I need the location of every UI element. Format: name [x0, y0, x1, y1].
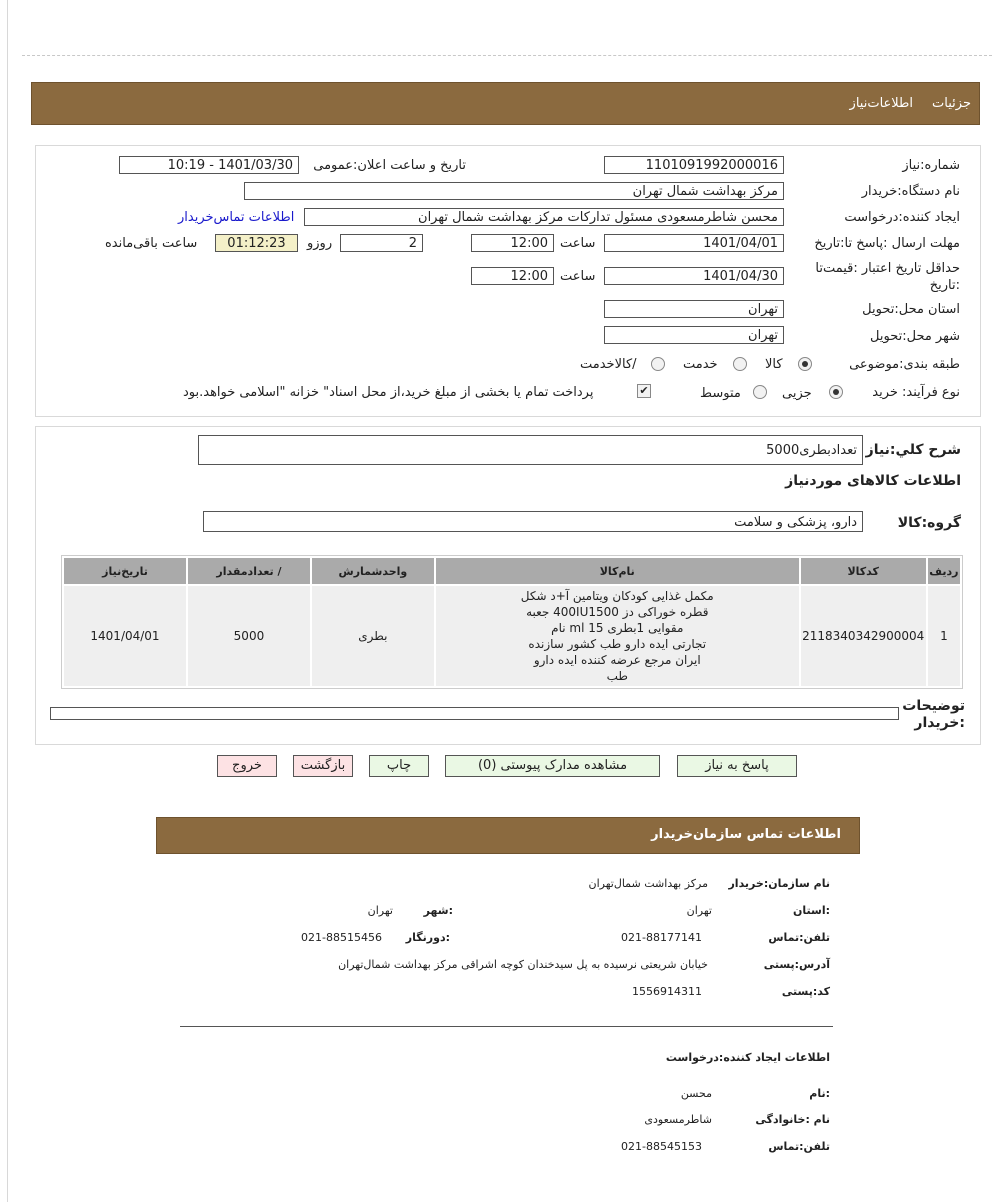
process-option-medium: متوسط [700, 386, 741, 401]
need-number-field: 1101091992000016 [604, 156, 784, 174]
category-radio-goods[interactable] [798, 357, 812, 371]
cell-qty: 5000 [188, 586, 310, 686]
deadline-time-label: ساعت [560, 236, 596, 251]
name-line: قطره خوراکی دز 1500‏IU‏400 جعبه [526, 605, 709, 619]
contact-phone-value: 021-88177141 [621, 931, 702, 944]
cell-unit: بطری [312, 586, 434, 686]
contact-postal-value: 1556914311 [632, 985, 702, 998]
contact-org-value: مرکز بهداشت شمال‌تهران [588, 877, 708, 890]
goods-table [61, 555, 963, 689]
buyer-org-label: نام دستگاه:خریدار [861, 184, 960, 199]
province-field: تهران [604, 300, 784, 318]
contact-fax-value: 021-88515456 [301, 931, 382, 944]
validity-time-label: ساعت [560, 269, 596, 284]
name-line: مقوایی 1بطری 15 ml نام [551, 621, 684, 635]
creator-name-value: محسن [680, 1087, 712, 1100]
contact-postal-label: کد:پستی [781, 985, 830, 998]
col-row: ردیف [928, 558, 960, 584]
days-field: 2 [340, 234, 423, 252]
cell-name [436, 586, 799, 686]
category-option-goods: کالا [765, 357, 783, 372]
announce-field: 1401/03/30 - 10:19 [119, 156, 299, 174]
payment-note: پرداخت تمام یا بخشی از مبلغ خرید،از محل اسناد" خزانه "اسلامی خواهد.بود [183, 385, 594, 400]
cell-row: 1 [928, 586, 960, 686]
category-label: طبقه بندی:موضوعی [849, 357, 960, 372]
tab-details[interactable]: جزئیات [932, 96, 971, 111]
remaining-time-field: 01:12:23 [215, 234, 298, 252]
name-line: مکمل غذایی کودکان ویتامین آ+د شکل [520, 589, 714, 603]
creator-phone-label: تلفن:تماس [768, 1140, 830, 1153]
tab-need-info[interactable]: اطلاعات‌نیاز [849, 96, 913, 111]
need-number-label: شماره:نیاز [902, 158, 960, 173]
city-field: تهران [604, 326, 784, 344]
category-radio-service[interactable] [733, 357, 747, 371]
contact-divider [180, 1026, 833, 1027]
remaining-label: ساعت باقی‌مانده [105, 236, 198, 251]
contact-province-value: تهران [686, 904, 712, 917]
goods-info-title: اطلاعات کالاهای موردنیاز [785, 473, 961, 489]
city-label: شهر محل:تحویل [870, 329, 960, 344]
validity-time-field: 12:00 [471, 267, 554, 285]
buyer-notes-label-2: :خریدار [914, 715, 965, 731]
deadline-label: مهلت ارسال :پاسخ تا:تاریخ [814, 236, 960, 251]
creator-label: ایجاد کننده:درخواست [844, 210, 960, 225]
buyer-org-field: مرکز بهداشت شمال تهران [244, 182, 784, 200]
details-header-bar [31, 82, 980, 125]
col-qty: / تعدادمقدار [188, 558, 310, 584]
table-header-row [64, 558, 960, 584]
creator-name-label: :نام [809, 1087, 830, 1100]
group-label: گروه:کالا [897, 515, 961, 531]
name-line: ایران مرجع عرضه کننده ایده دارو [533, 653, 701, 667]
table-row [64, 586, 960, 686]
description-label: شرح کلي:نياز [865, 442, 961, 458]
deadline-time-field: 12:00 [471, 234, 554, 252]
validity-label: حداقل تاریخ اعتبار :قیمت‌تا [815, 261, 960, 276]
creator-info-title: اطلاعات ایجاد کننده:درخواست [665, 1051, 830, 1064]
deadline-date-field: 1401/04/01 [604, 234, 784, 252]
process-radio-medium[interactable] [753, 385, 767, 399]
category-option-goods-service: /کالاخدمت [580, 357, 637, 372]
col-date: تاریخ‌نیاز [64, 558, 186, 584]
col-code: کدکالا [801, 558, 926, 584]
name-line: تجارتی ایده دارو طب کشور سازنده [528, 637, 707, 651]
buyer-notes-label: توضیحات [902, 698, 965, 714]
validity-date-field: 1401/04/30 [604, 267, 784, 285]
contact-city-label: :شهر [423, 904, 453, 917]
contact-address-value: خیابان شریعتی نرسیده به پل سیدخندان کوچه اشراقی مرکز بهداشت شمال‌تهران [338, 958, 708, 971]
contact-title: اطلاعات تماس سازمان‌خریدار [651, 827, 841, 842]
validity-label-2: :تاریخ [929, 278, 960, 293]
group-field: دارو، پزشکی و سلامت [203, 511, 863, 532]
contact-phone-label: تلفن:تماس [768, 931, 830, 944]
reply-button[interactable]: پاسخ به نیاز [677, 755, 797, 777]
contact-city-value: تهران [367, 904, 393, 917]
contact-address-label: آدرس:پستی [763, 958, 830, 971]
contact-fax-label: :دورنگار [405, 931, 450, 944]
contact-province-label: :استان [793, 904, 830, 917]
cell-code: 2118340342900004 [801, 586, 926, 686]
process-option-minor: جزیی [782, 386, 812, 401]
name-line: طب [606, 669, 628, 683]
description-field: تعدادبطری5000 [198, 435, 863, 465]
exit-button[interactable]: خروج [217, 755, 277, 777]
category-radio-goods-service[interactable] [651, 357, 665, 371]
left-border-line [7, 0, 8, 1202]
col-unit: واحدشمارش [312, 558, 434, 584]
contact-header-bar [156, 817, 860, 854]
creator-family-value: شاطرمسعودی [644, 1113, 712, 1126]
cell-date: 1401/04/01 [64, 586, 186, 686]
view-documents-button[interactable]: مشاهده مدارک پیوستی (0) [445, 755, 660, 777]
payment-checkbox[interactable]: ✔ [637, 384, 651, 398]
days-label: روزو [307, 236, 333, 251]
buyer-contact-link[interactable]: اطلاعات تماس‌خریدار [178, 210, 295, 225]
process-label: نوع فرآیند: خرید [872, 385, 960, 400]
creator-family-label: نام :خانوادگی [755, 1113, 830, 1126]
contact-org-label: نام سازمان:خریدار [728, 877, 830, 890]
top-divider [22, 55, 992, 56]
creator-phone-value: 021-88545153 [621, 1140, 702, 1153]
col-name: نام‌کالا [436, 558, 799, 584]
creator-field: محسن شاطرمسعودی مسئول تدارکات مرکز بهداشت شمال تهران [304, 208, 784, 226]
process-radio-minor[interactable] [829, 385, 843, 399]
buyer-notes-field [50, 707, 899, 720]
category-option-service: خدمت [683, 357, 718, 372]
back-button[interactable]: بازگشت [293, 755, 353, 777]
province-label: استان محل:تحویل [862, 302, 960, 317]
announce-label: تاریخ و ساعت اعلان:عمومی [313, 158, 466, 173]
print-button[interactable]: چاپ [369, 755, 429, 777]
